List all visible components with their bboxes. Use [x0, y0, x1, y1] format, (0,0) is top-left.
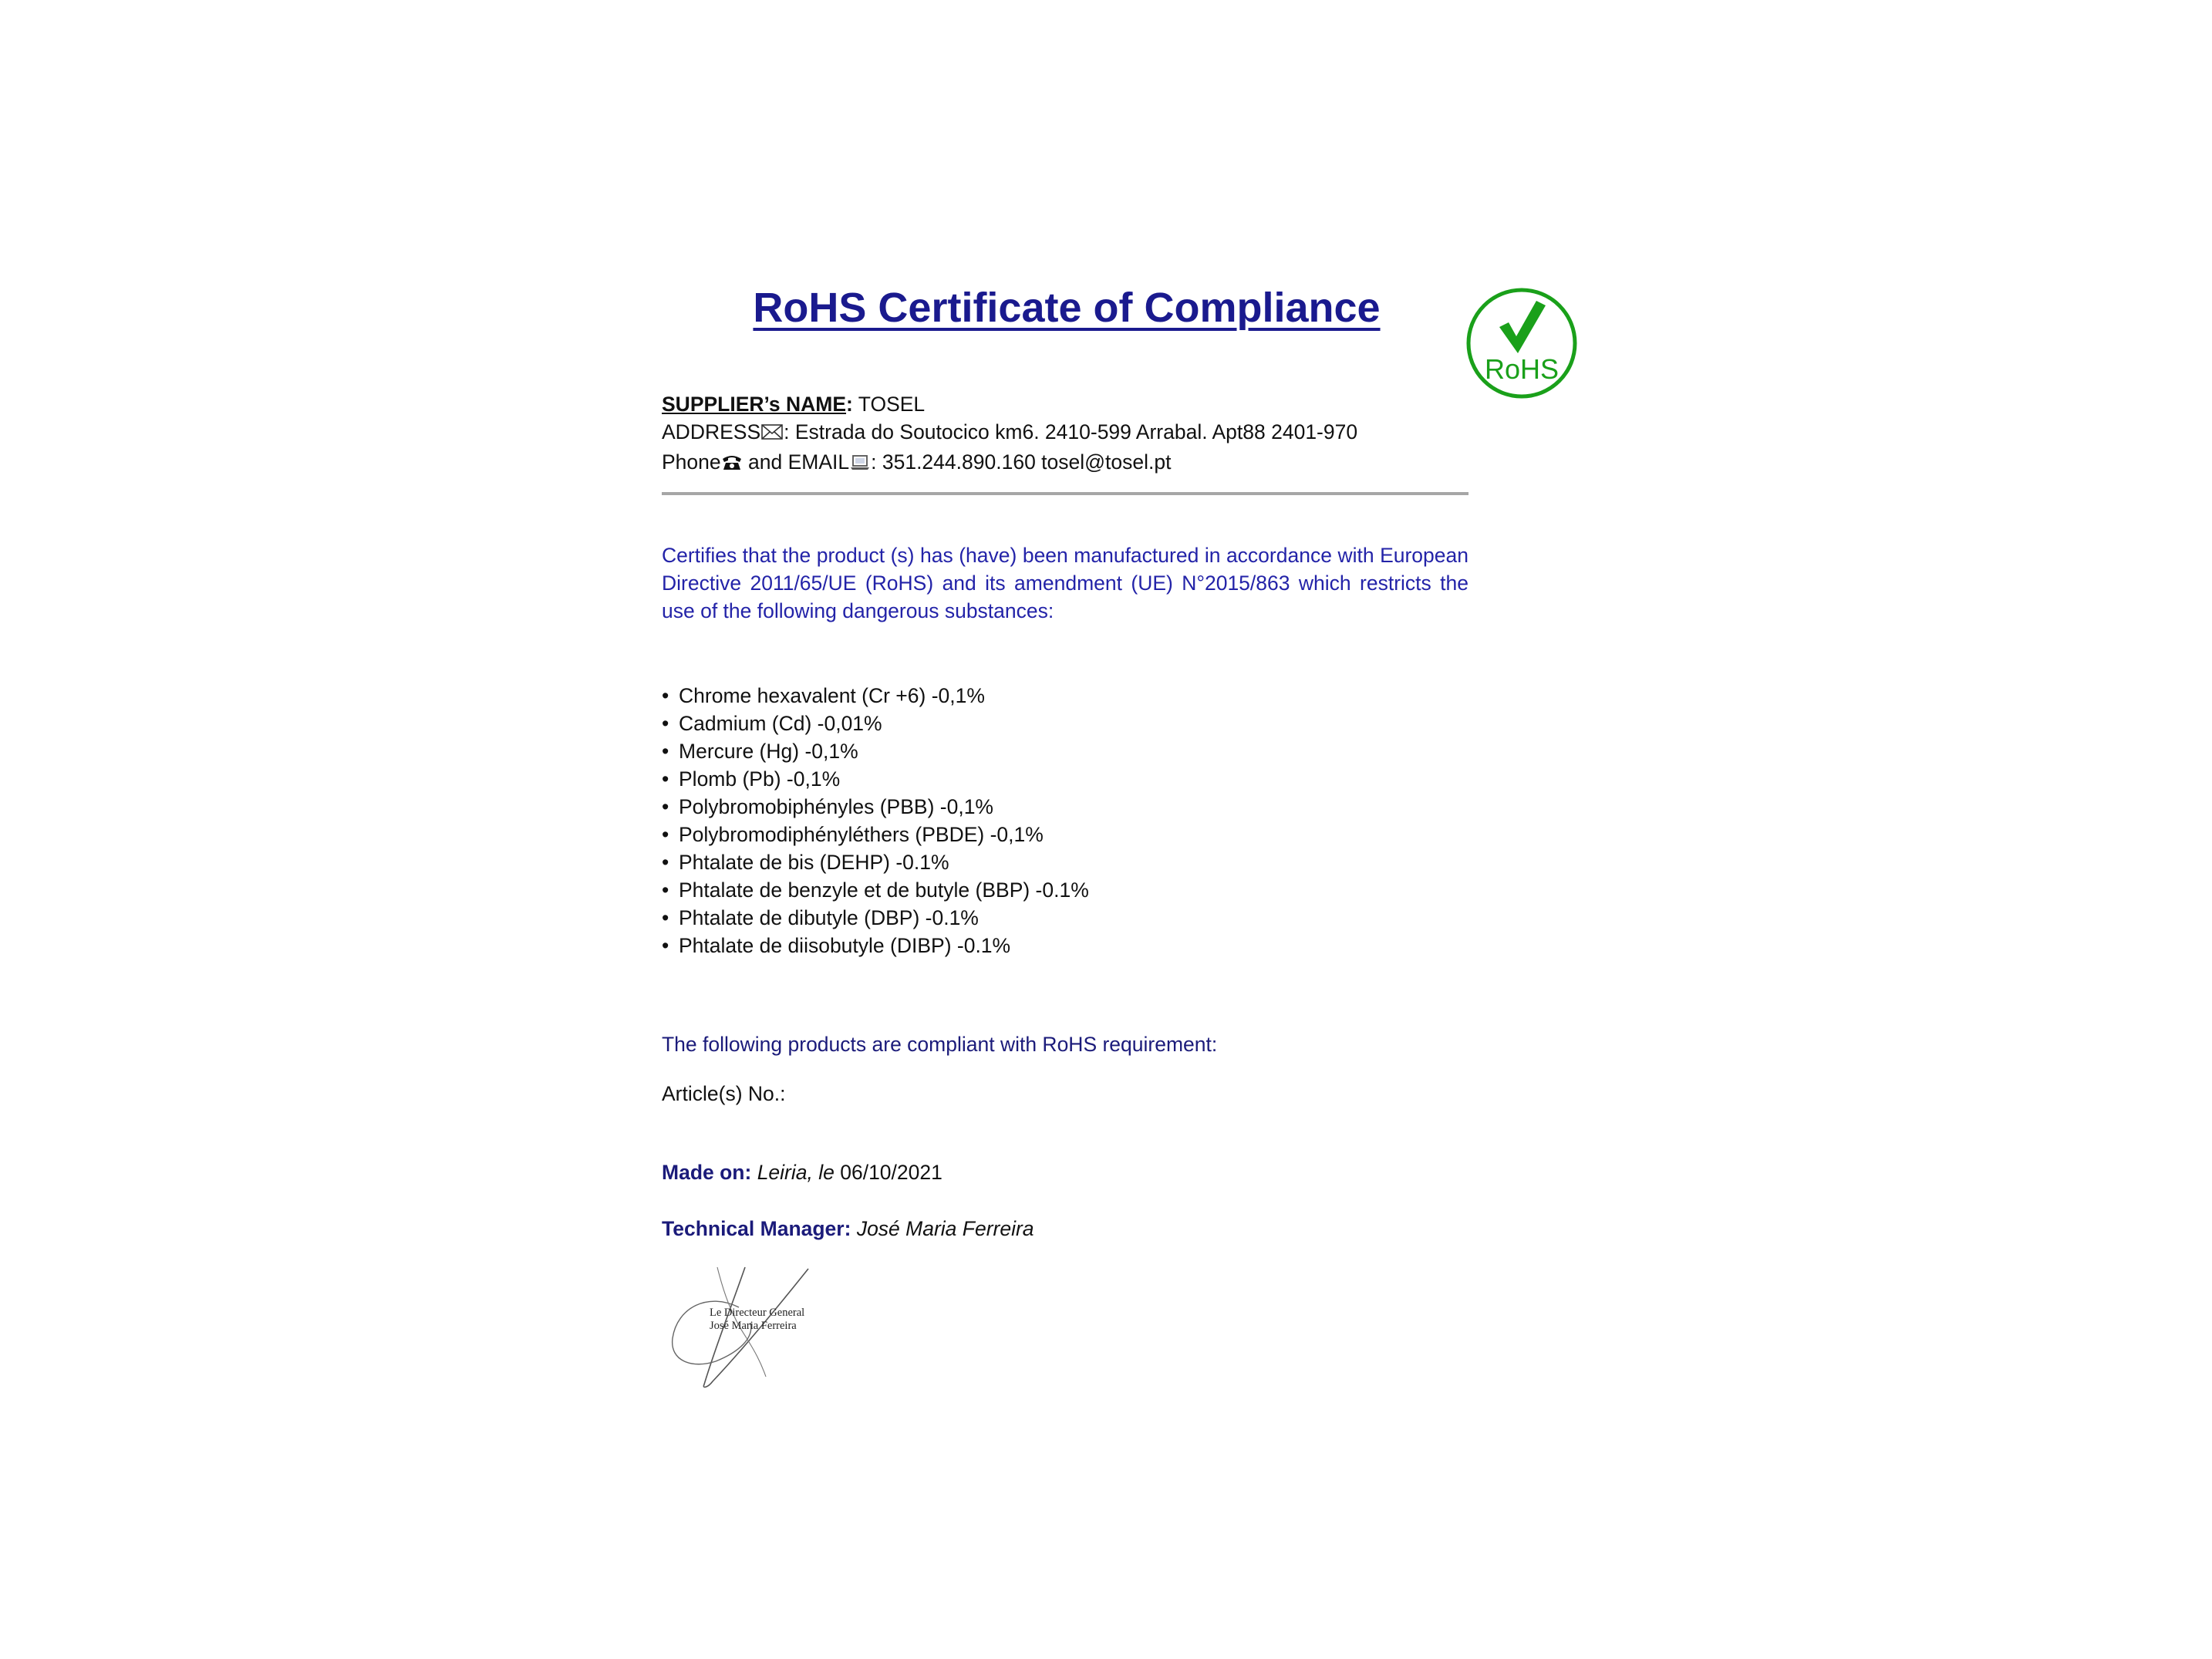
made-on-date: 06/10/2021 — [840, 1161, 942, 1184]
envelope-icon — [760, 420, 784, 448]
address-label: ADDRESS — [662, 420, 761, 443]
page-title: RoHS Certificate of Compliance — [753, 285, 1381, 331]
list-item: • Polybromodiphényléthers (PBDE) -0,1% — [662, 821, 1089, 848]
list-item: • Polybromobiphényles (PBB) -0,1% — [662, 793, 1089, 821]
certifies-paragraph: Certifies that the product (s) has (have) been manufactured in accordance with European Directive 2011/65/UE (RoHS) and its amendment (UE) N°2015/863 which restricts the use of the following dangerous substances: — [662, 544, 1468, 622]
supplier-address-line: ADDRESS : Estrada do Soutocico km6. 2410-599 Arrabal. Apt88 2401-970 — [662, 418, 1357, 448]
articles-label: Article(s) No.: — [662, 1082, 786, 1105]
laptop-icon — [849, 450, 871, 478]
list-item: • Mercure (Hg) -0,1% — [662, 737, 1089, 765]
compliant-products-heading: The following products are compliant with RoHS requirement: — [662, 1033, 1218, 1056]
made-on-place: Leiria, le — [757, 1161, 835, 1184]
signature-stamp — [710, 1307, 804, 1333]
substances-list — [662, 682, 1089, 959]
phone-label: Phone — [662, 450, 721, 474]
rohs-logo-text: RoHS — [1484, 353, 1560, 385]
supplier-name-value: TOSEL — [858, 393, 926, 416]
phone-email-value: 351.244.890.160 tosel@tosel.pt — [882, 450, 1172, 474]
technical-manager-label: Technical Manager: — [662, 1217, 851, 1240]
list-item: • Phtalate de benzyle et de butyle (BBP) -0.1% — [662, 876, 1089, 904]
rohs-checkmark-icon — [1465, 287, 1578, 400]
address-value: Estrada do Soutocico km6. 2410-599 Arrabal. Apt88 2401-970 — [794, 420, 1358, 443]
divider — [662, 492, 1468, 495]
stamp-line-name: José Maria Ferreira — [710, 1320, 797, 1332]
supplier-name-line: SUPPLIER’s NAME: TOSEL — [662, 393, 926, 416]
supplier-block — [662, 390, 1357, 478]
list-item: • Cadmium (Cd) -0,01% — [662, 710, 1089, 737]
made-on-label: Made on: — [662, 1161, 752, 1184]
list-item: • Phtalate de dibutyle (DBP) -0.1% — [662, 904, 1089, 932]
list-item: • Plomb (Pb) -0,1% — [662, 765, 1089, 793]
and-email-label: and EMAIL — [748, 450, 850, 474]
list-item: • Phtalate de bis (DEHP) -0.1% — [662, 848, 1089, 876]
technical-manager-name: José Maria Ferreira — [856, 1217, 1034, 1240]
list-item: • Chrome hexavalent (Cr +6) -0,1% — [662, 682, 1089, 710]
supplier-name-label: SUPPLIER’s NAME — [662, 393, 847, 416]
technical-manager-line — [662, 1217, 1034, 1241]
list-item: • Phtalate de diisobutyle (DIBP) -0.1% — [662, 932, 1089, 959]
made-on-line — [662, 1161, 942, 1185]
stamp-line-title: Le Directeur General — [710, 1307, 805, 1319]
supplier-contact-line: Phone and EMAIL : 351.244.890.160 tosel@tosel.pt — [662, 448, 1357, 478]
telephone-icon — [721, 450, 743, 478]
